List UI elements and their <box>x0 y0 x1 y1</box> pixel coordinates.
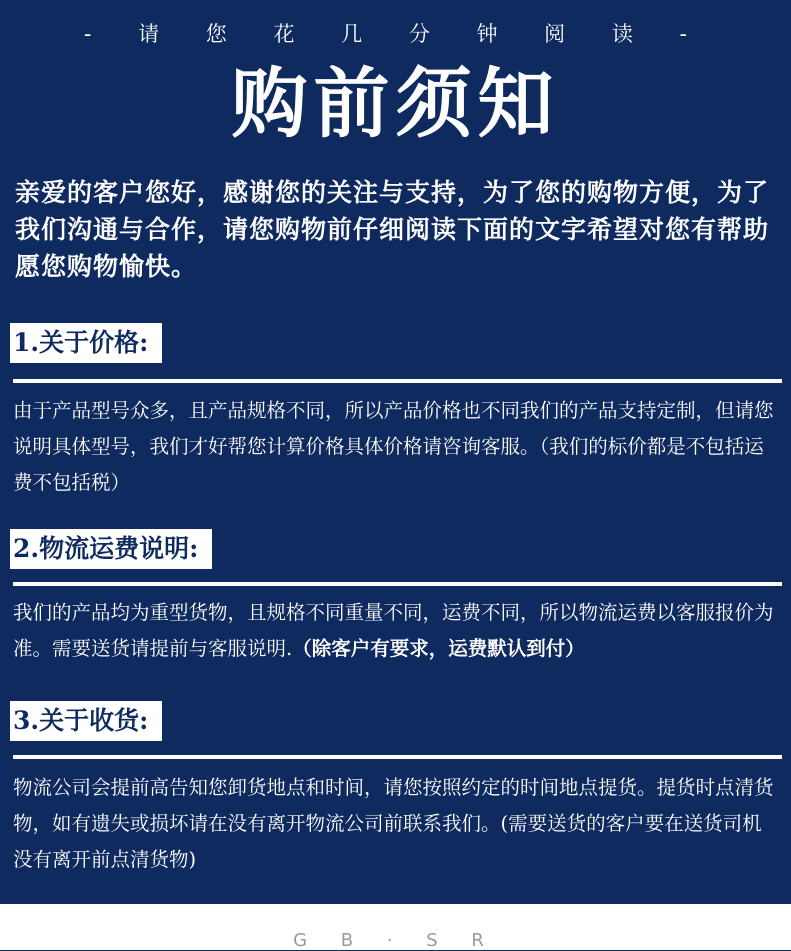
section-receiving-body <box>13 770 775 878</box>
section-price-divider <box>13 379 782 383</box>
section-shipping-label: 2.物流运费说明: <box>10 529 212 569</box>
section-price-label: 1.关于价格: <box>10 323 162 363</box>
section-shipping-text: 我们的产品均为重型货物，且规格不同重量不同，运费不同，所以物流运费以客服报价为准。需要送货请提前与客服说明. <box>13 601 774 660</box>
page-title: 购前须知 <box>231 59 560 148</box>
section-receiving-text: 物流公司会提前高告知您卸货地点和时间，请您按照约定的时间地点提货。提货时点清货物，如有遗失或损坏请在没有离开物流公司前联系我们。(需要送货的客户要在送货司机没有离开前点清货物) <box>13 776 774 871</box>
section-price-body <box>13 393 775 501</box>
section-price-text: 由于产品型号众多，且产品规格不同，所以产品价格也不同我们的产品支持定制，但请您说明具体型号，我们才好帮您计算价格具体价格请咨询客服。（我们的标价都是不包括运费不包括税） <box>13 399 774 494</box>
footer-bar <box>0 904 791 950</box>
section-receiving-divider <box>13 755 782 759</box>
brand-mark: G B · S R <box>293 930 498 951</box>
reading-subtitle: - 请 您 花 几 分 钟 阅 读 - <box>83 22 708 46</box>
section-shipping-emphasis: （除客户有要求，运费默认到付） <box>292 637 585 660</box>
section-receiving-label: 3.关于收货: <box>10 701 162 741</box>
section-shipping-divider <box>13 582 782 586</box>
intro-paragraph: 亲爱的客户您好，感谢您的关注与支持，为了您的购物方便，为了我们沟通与合作，请您购物前仔细阅读下面的文字希望对您有帮助愿您购物愉快。 <box>15 178 770 281</box>
section-shipping-body <box>13 595 775 667</box>
